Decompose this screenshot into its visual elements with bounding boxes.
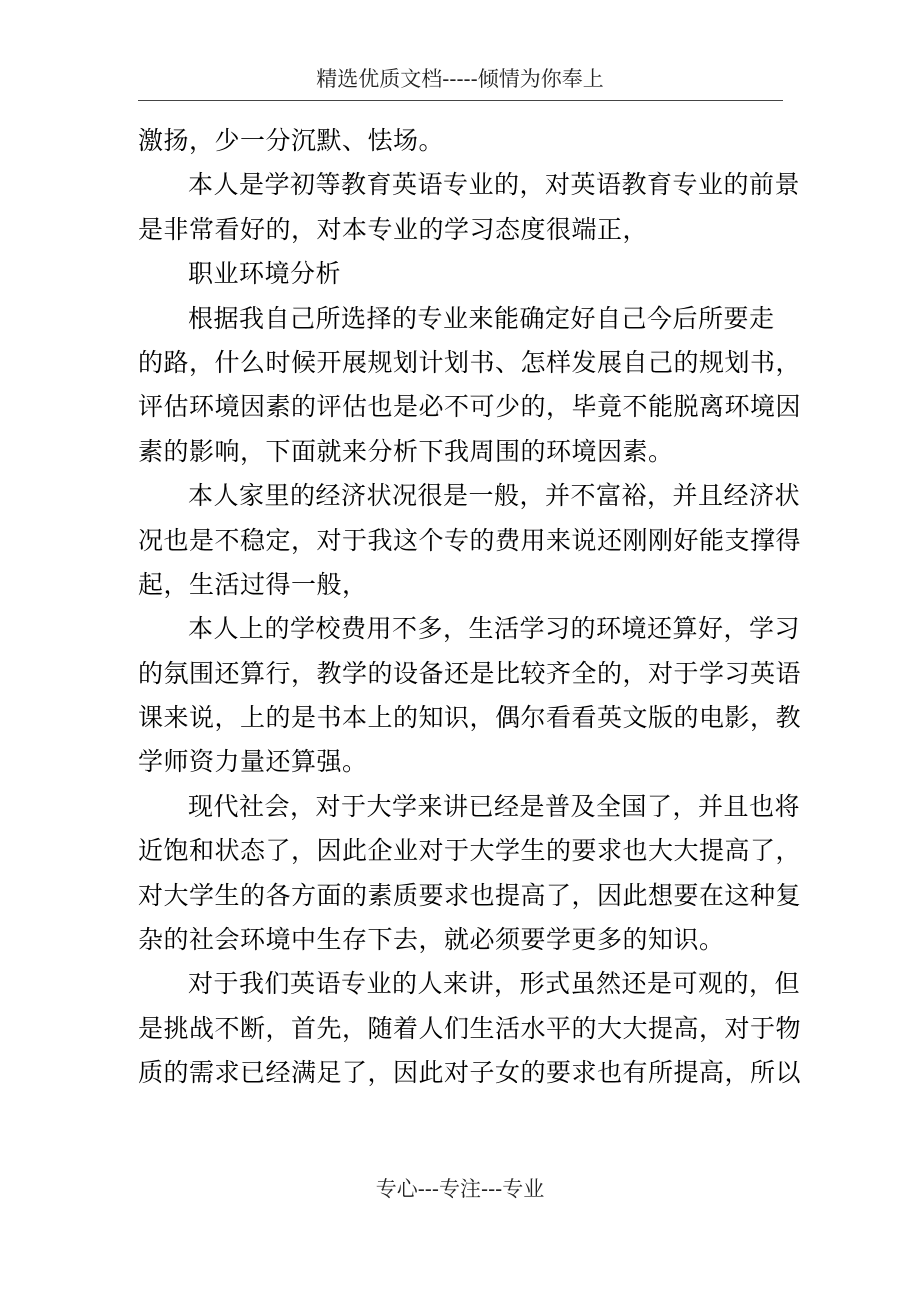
body-line: 质的需求已经满足了，因此对子女的要求也有所提高，所以 <box>138 1058 802 1088</box>
body-line: 学师资力量还算强。 <box>138 747 368 777</box>
body-line: 的氛围还算行，教学的设备还是比较齐全的，对于学习英语 <box>138 658 802 688</box>
body-line: 本人上的学校费用不多，生活学习的环境还算好，学习 <box>188 614 801 644</box>
body-line: 是非常看好的，对本专业的学习态度很端正， <box>138 214 649 244</box>
body-line: 是挑战不断，首先，随着人们生活水平的大大提高，对于物 <box>138 1013 802 1043</box>
body-line: 况也是不稳定，对于我这个专的费用来说还刚刚好能支撑得 <box>138 525 802 555</box>
body-line: 对于我们英语专业的人来讲，形式虽然还是可观的，但 <box>188 969 801 999</box>
body-line: 本人是学初等教育英语专业的，对英语教育专业的前景 <box>188 170 801 200</box>
body-line: 杂的社会环境中生存下去，就必须要学更多的知识。 <box>138 925 725 955</box>
body-line: 课来说，上的是书本上的知识，偶尔看看英文版的电影，教 <box>138 703 802 733</box>
page-footer: 专心---专注---专业 <box>375 1177 545 1201</box>
body-line: 起，生活过得一般， <box>138 569 368 599</box>
page-header: 精选优质文档-----倾情为你奉上 <box>316 67 604 91</box>
body-line: 现代社会，对于大学来讲已经是普及全国了，并且也将 <box>188 791 801 821</box>
body-line: 近饱和状态了，因此企业对于大学生的要求也大大提高了， <box>138 836 802 866</box>
body-line: 的路，什么时候开展规划计划书、怎样发展自己的规划书， <box>138 347 802 377</box>
header-divider <box>138 100 783 101</box>
body-line: 本人家里的经济状况很是一般，并不富裕，并且经济状 <box>188 481 801 511</box>
body-line: 素的影响，下面就来分析下我周围的环境因素。 <box>138 436 674 466</box>
body-line: 激扬，少一分沉默、怯场。 <box>138 126 445 155</box>
document-body <box>138 119 802 1096</box>
body-line: 职业环境分析 <box>188 259 342 289</box>
body-lines <box>138 119 802 1096</box>
body-line: 评估环境因素的评估也是必不可少的，毕竟不能脱离环境因 <box>138 392 802 422</box>
body-line: 根据我自己所选择的专业来能确定好自己今后所要走 <box>188 303 775 333</box>
body-line: 对大学生的各方面的素质要求也提高了，因此想要在这种复 <box>138 880 802 910</box>
